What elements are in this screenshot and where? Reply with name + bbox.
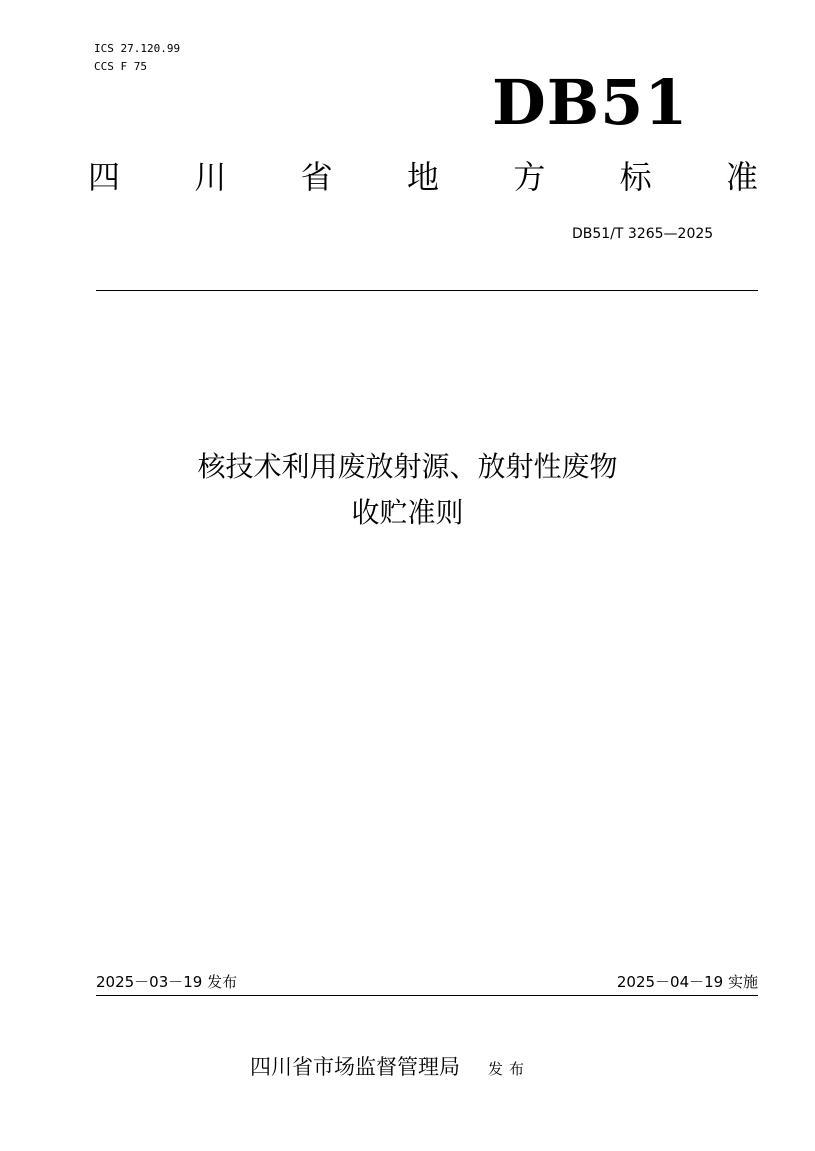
ccs-code: CCS F 75 <box>94 60 147 73</box>
implement-date: 2025－04－19 实施 <box>616 973 758 991</box>
title-char: 川 <box>194 158 227 196</box>
document-title-line1: 核技术利用废放射源、放射性废物 <box>197 450 618 483</box>
bottom-divider <box>96 995 758 996</box>
top-divider <box>96 290 758 291</box>
classification-codes <box>94 40 180 76</box>
title-char: 标 <box>619 158 652 196</box>
title-char: 四 <box>88 158 121 196</box>
title-char: 准 <box>725 158 758 196</box>
standard-mark: DB51 <box>492 66 689 139</box>
issuer-action: 发布 <box>488 1060 531 1078</box>
publish-date: 2025－03－19 发布 <box>96 973 238 991</box>
title-char: 省 <box>300 158 333 196</box>
date-row <box>96 972 758 992</box>
title-char: 方 <box>513 158 546 196</box>
title-char: 地 <box>406 158 439 196</box>
standard-type-title <box>88 152 758 202</box>
issuer-line <box>250 1052 530 1082</box>
document-title-line2: 收贮准则 <box>351 496 464 529</box>
document-title <box>0 444 815 536</box>
issuer-name: 四川省市场监督管理局 <box>250 1055 460 1079</box>
ics-code: ICS 27.120.99 <box>94 42 181 55</box>
standard-code: DB51/T 3265—2025 <box>572 226 714 242</box>
